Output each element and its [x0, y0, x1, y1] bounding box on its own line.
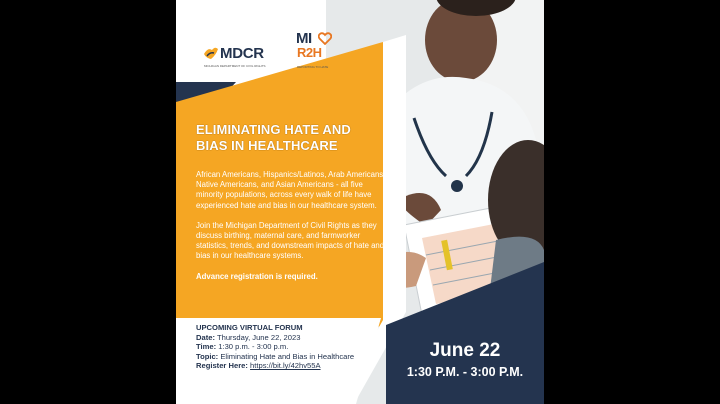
forum-time-row — [196, 342, 396, 352]
topic-value: Eliminating Hate and Bias in Healthcare — [218, 351, 355, 361]
title-line-1: ELIMINATING HATE AND — [196, 122, 351, 137]
intro-paragraph: African Americans, Hispanics/Latinos, Arab Americans, Native Americans, and Asian Americans - all five minority populations, across every walk of life have experienced hate and bias in our healthcare system. — [196, 170, 386, 210]
topic-label: Topic: — [196, 351, 219, 361]
time-value: 1:30 p.m. - 3:00 p.m. — [216, 342, 289, 352]
mi-r2h-logo — [296, 30, 342, 74]
mdcr-logo — [198, 30, 290, 70]
register-label: Register Here: — [196, 361, 248, 371]
time-label: Time: — [196, 342, 217, 352]
mi-wordmark: MI — [296, 30, 312, 47]
registration-link[interactable]: https://bit.ly/42hv55A — [250, 361, 321, 371]
forum-register-row — [196, 361, 396, 371]
mdcr-subtitle: MICHIGAN DEPARTMENT OF CIVIL RIGHTS — [204, 64, 266, 68]
mdcr-wordmark: MDCR — [220, 45, 264, 62]
registration-note: Advance registration is required. — [196, 271, 318, 281]
highlight-date-block — [390, 340, 540, 380]
highlight-date: June 22 — [429, 340, 501, 361]
logo-row — [198, 30, 342, 74]
event-poster — [176, 0, 544, 404]
forum-date-row — [196, 333, 396, 343]
forum-topic-row — [196, 352, 396, 362]
forum-details — [196, 323, 396, 371]
title-line-2: BIAS IN HEALTHCARE — [196, 138, 338, 153]
date-label: Date: — [196, 332, 215, 342]
poster-title — [196, 122, 386, 154]
r2h-wordmark: R2H — [297, 45, 322, 60]
highlight-time: 1:30 P.M. - 3:00 P.M. — [406, 365, 524, 379]
heart-icon — [318, 32, 332, 45]
main-content — [196, 122, 386, 281]
michigan-map-icon — [202, 44, 220, 62]
forum-heading: UPCOMING VIRTUAL FORUM — [196, 323, 303, 332]
mi-r2h-subtitle: REPORTING TO HATE — [297, 65, 329, 69]
description-paragraph: Join the Michigan Department of Civil Rights as they discuss birthing, maternal care, and farmworker statistics, trends, and downstream impacts of hate and bias in our healthcare systems. — [196, 220, 385, 261]
date-value: Thursday, June 22, 2023 — [215, 332, 301, 342]
